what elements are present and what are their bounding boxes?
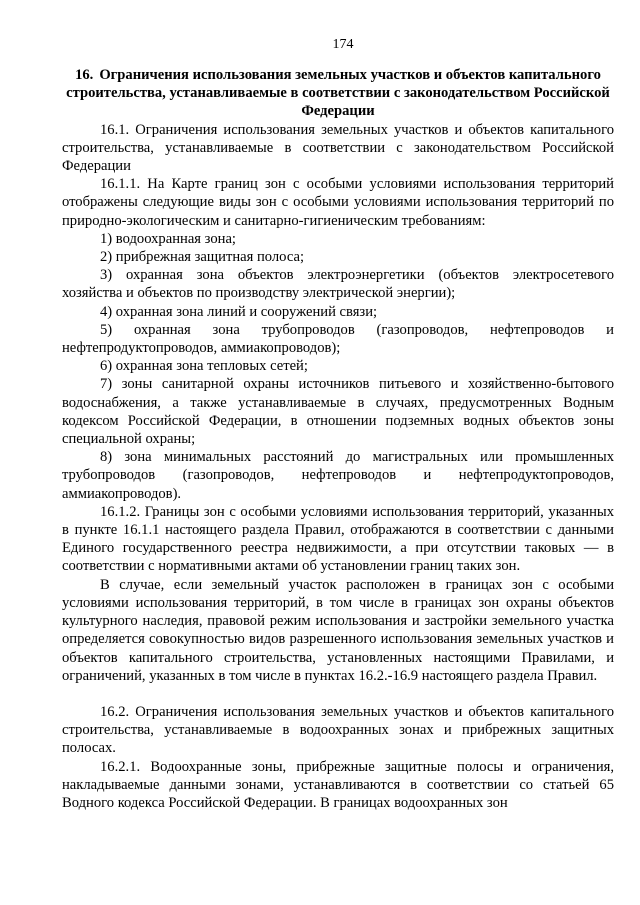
paragraph-16-2: 16.2. Ограничения использования земельных участков и объектов капитального строительства, устанавливаемые в водоохранных зонах и прибрежных защитных полосах. bbox=[62, 703, 614, 757]
list-item-5: 5) охранная зона трубопроводов (газопроводов, нефтепроводов и нефтепродуктопроводов, аммиакопроводов); bbox=[62, 321, 614, 357]
list-item-6: 6) охранная зона тепловых сетей; bbox=[100, 358, 308, 375]
paragraph-16-2-1: 16.2.1. Водоохранные зоны, прибрежные защитные полосы и ограничения, накладываемые данными зонами, устанавливаются в соответствии со статьей 65 Водного кодекса Российской Федерации. В границах водоохранных зон bbox=[62, 758, 614, 811]
document-page bbox=[62, 36, 614, 812]
list-item-7: 7) зоны санитарной охраны источников питьевого и хозяйственно-бытового водоснабжения, а также устанавливаемые в случаях, предусмотренных Водным кодексом Российской Федерации, в отношении подземных водных объектов зоны специальной охраны; bbox=[62, 376, 614, 448]
paragraph-legal-regime: В случае, если земельный участок расположен в границах зон с особыми условиями использования территорий, в том числе в границах зон охраны объектов культурного наследия, правовой режим использования и застройки земельного участка определяется совокупностью видов разрешенного использования земельных участков и объектов капитального строительства, установленных настоящими Правилами, и ограничений, указанных в том числе в пунктах 16.2.-16.9 настоящего раздела Правил. bbox=[62, 576, 614, 684]
paragraph-16-1-2: 16.1.2. Границы зон с особыми условиями использования территорий, указанных в пункте 16.1.1 настоящего раздела Правил, отображаются в соответствии с данными Единого государственного реестра недвижимости, а при отсутствии таковых — в соответствии с нормативными актами об установлении границ таких зон. bbox=[62, 503, 614, 575]
list-item-2: 2) прибрежная защитная полоса; bbox=[100, 249, 305, 266]
paragraph-16-1-1: 16.1.1. На Карте границ зон с особыми условиями использования территорий отображены следующие виды зон с особыми условиями использования территорий по природно-экологическим и санитарно-гигиеническим требованиям: bbox=[62, 176, 614, 229]
section-heading-text: Ограничения использования земельных участков и объектов капитального строительства, устанавливаемые в соответствии с законодательством Российской Федерации bbox=[66, 67, 610, 120]
list-item-8: 8) зона минимальных расстояний до магистральных или промышленных трубопроводов (газопроводов, нефтепроводов и нефтепродуктопроводов, аммиакопроводов). bbox=[62, 449, 614, 502]
list-item-1: 1) водоохранная зона; bbox=[100, 230, 236, 247]
page-number: 174 bbox=[332, 37, 354, 52]
paragraph-gap bbox=[62, 685, 614, 703]
paragraph-16-1: 16.1. Ограничения использования земельных участков и объектов капитального строительства, устанавливаемые в соответствии с законодательством Российской Федерации bbox=[62, 121, 614, 175]
list-item-3: 3) охранная зона объектов электроэнергетики (объектов электросетевого хозяйства и объектов по производству электрической энергии); bbox=[62, 267, 614, 302]
section-heading-number: 16. bbox=[75, 67, 94, 83]
list-item-4: 4) охранная зона линий и сооружений связи; bbox=[100, 303, 378, 320]
section-heading bbox=[62, 66, 614, 121]
